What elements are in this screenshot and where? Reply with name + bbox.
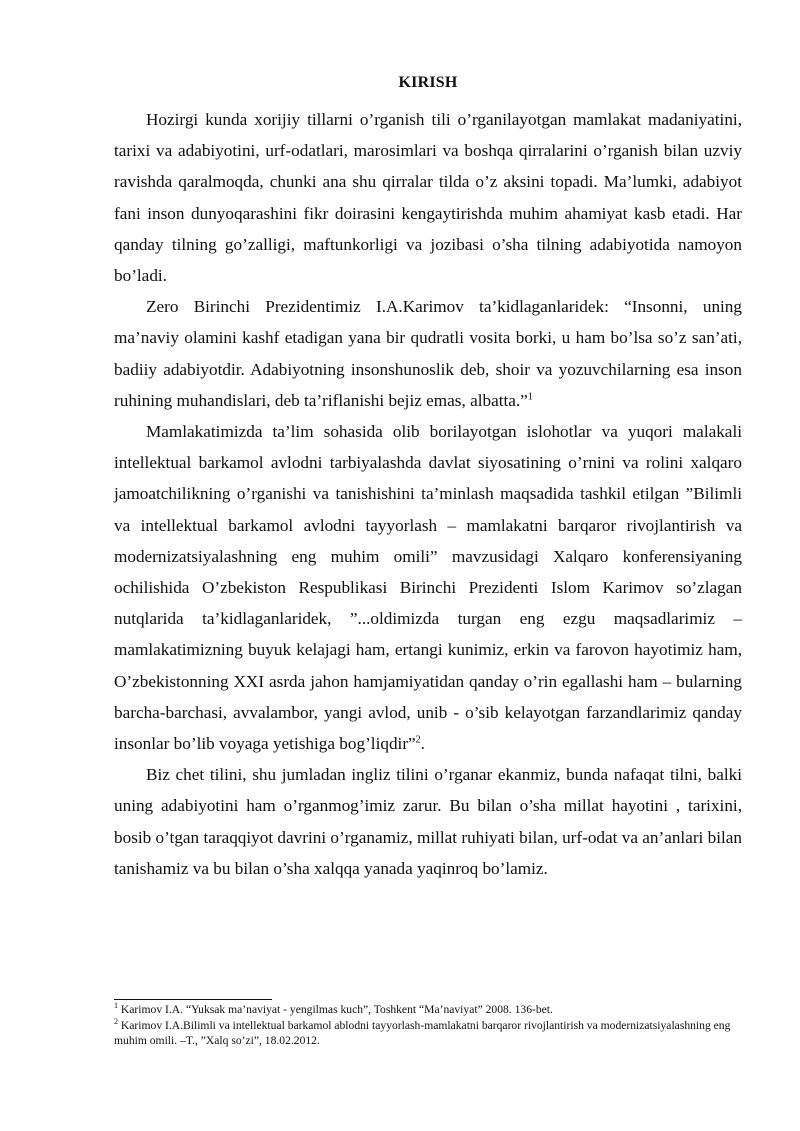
footnote-text: Karimov I.A.Bilimli va intellektual barkamol ablodni tayyorlash-mamlakatni barqaror rivojlantirish va modernizatsiyalashning eng muhim omili. –T., ”Xalq so’zi”, 18.02.2012. [114,1018,731,1048]
footnote-divider [114,999,272,1000]
paragraph-karimov-quote [114,291,742,416]
footnote-1 [114,1002,742,1018]
paragraph-text: Mamlakatimizda ta’lim sohasida olib borilayotgan islohotlar va yuqori malakali intellektual barkamol avlodni tarbiyalashda davlat siyosatining o’rnini va rolini xalqaro jamoatchilikning o’rganishi va tanishishini ta’minlash maqsadida tashkil etilgan ”Bilimli va intellektual barkamol avlodni tayyorlash – mamlakatni barqaror rivojlantirish va modernizatsiyalashning eng muhim omili” mavzusidagi Xalqaro konferensiyaning ochilishida O’zbekiston Respublikasi Birinchi Prezidenti Islom Karimov so’zlagan nutqlarida ta’kidlaganlaridek, ”...oldimizda turgan eng ezgu maqsadlarimiz – mamlakatimizning buyuk kelajagi ham, ertangi kunimiz, erkin va farovon hayotimiz ham, O’zbekistonning XXI asrda jahon hamjamiyatidan qanday o’rin egallashi ham – bularning barcha-barchasi, avvalambor, yangi avlod, unib - o’sib kelayotgan farzandlarimiz qanday insonlar bo’lib voyaga yetishiga bog’liqdir” [114,422,742,754]
footnotes-section [114,999,742,1049]
document-title: KIRISH [398,74,458,91]
paragraph-text: Biz chet tilini, shu jumladan ingliz tilini o’rganar ekanmiz, bunda nafaqat tilni, balki uning adabiyotini ham o’rganmog’imiz zarur. Bu bilan o’sha millat hayotini , tarixini, bosib o’tgan taraqqiyot davrini o’rganamiz, millat ruhiyati bilan, urf-odat va an’anlari bilan tanishamiz va bu bilan o’sha xalqqa yanada yaqinroq bo’lamiz. [114,765,742,878]
footnote-text: Karimov I.A. “Yuksak ma’naviyat - yengilmas kuch”, Toshkent “Ma’naviyat” 2008. 136-bet. [118,1003,553,1016]
paragraph-english-literature [114,759,742,884]
footnote-mark-1: 1 [114,1001,118,1011]
footnote-mark-2: 2 [114,1016,118,1026]
footnote-ref-1[interactable]: 1 [527,391,533,403]
footnote-2 [114,1018,742,1049]
paragraph-end-punctuation: . [420,734,425,754]
footnote-ref-2[interactable]: 2 [415,734,421,746]
paragraph-intro [114,104,742,291]
paragraph-conference [114,416,742,759]
paragraph-text: Hozirgi kunda xorijiy tillarni o’rganish tili o’rganilayotgan mamlakat madaniyatini, tarixi va adabiyotini, urf-odatlari, marosimlari va boshqa qirralarini o’rganish bilan uzviy ravishda qaralmoqda, chunki ana shu qirralar tilda o’z aksini topadi. Ma’lumki, adabiyot fani inson dunyoqarashini fikr doirasini kengaytirishda muhim ahamiyat kasb etadi. Har qanday tilning go’zalligi, maftunkorligi va jozibasi o’sha tilning adabiyotida namoyon bo’ladi. [114,110,742,286]
paragraph-text: Zero Birinchi Prezidentimiz I.A.Karimov ta’kidlaganlaridek: “Insonni, uning ma’naviy olamini kashf etadigan yana bir qudratli vosita borki, u ham bo’lsa so’z san’ati, badiiy adabiyotdir. Adabiyotning insonshunoslik deb, shoir va yozuvchilarning esa inson ruhining muhandislari, deb ta’riflanishi bejiz emas, albatta.” [114,297,742,410]
document-page [114,74,742,884]
